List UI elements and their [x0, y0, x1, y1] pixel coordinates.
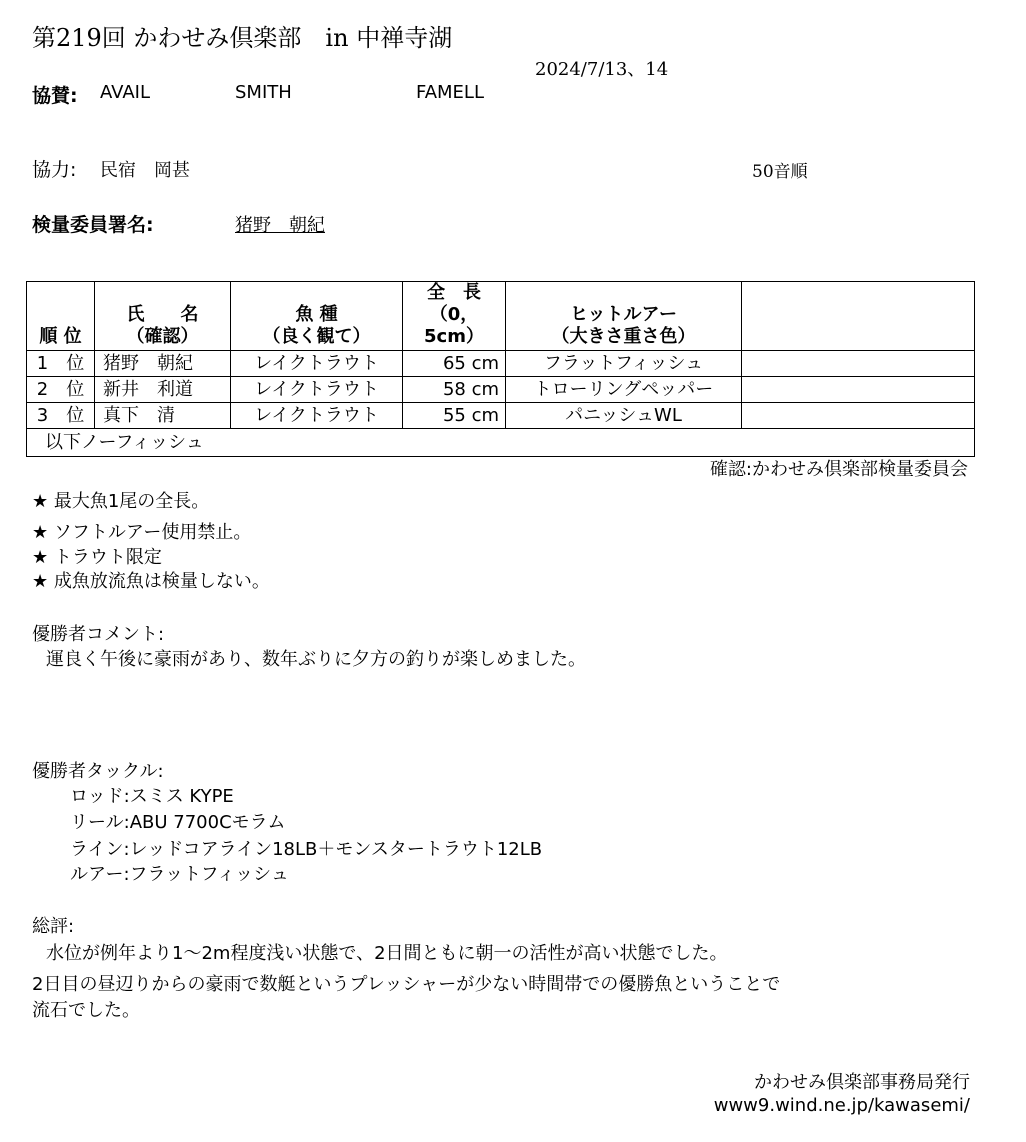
order-note: 50音順 [752, 162, 808, 182]
tackle-lure: ルアー:フラットフィッシュ [70, 864, 289, 885]
sponsor-smith: SMITH [235, 82, 292, 103]
cell-extra [742, 403, 975, 429]
cell-fish: レイクトラウト [231, 403, 403, 429]
header-length [403, 282, 506, 351]
table-header-row [27, 282, 975, 351]
review-line: 水位が例年より1～2m程度浅い状態で、2日間ともに朝一の活性が高い状態でした。 [46, 943, 728, 964]
cell-fish: レイクトラウト [231, 377, 403, 403]
cell-extra [742, 377, 975, 403]
cell-name: 新井 利道 [95, 377, 231, 403]
inspector-label: 検量委員署名: [32, 214, 154, 236]
cell-rank: 3 位 [27, 403, 95, 429]
cell-rank: 1 位 [27, 351, 95, 377]
table-row [27, 403, 975, 429]
cell-name: 真下 清 [95, 403, 231, 429]
cooperation-value: 民宿 岡甚 [100, 160, 190, 181]
cooperation-label: 協力: [32, 159, 77, 181]
winner-comment-text: 運良く午後に豪雨があり、数年ぶりに夕方の釣りが楽しめました。 [46, 649, 586, 670]
cell-name: 猪野 朝紀 [95, 351, 231, 377]
table-footer-row [27, 429, 975, 457]
header-lure-line1: ヒットルアー [570, 304, 677, 325]
tackle-line: ライン:レッドコアライン18LB＋モンスタートラウト12LB [70, 839, 543, 860]
rule-item: ★ 最大魚1尾の全長。 [32, 491, 210, 512]
rule-item: ★ 成魚放流魚は検量しない。 [32, 571, 270, 592]
header-lure-line2: （大きさ重さ色） [551, 326, 696, 347]
cell-length: 55 cm [403, 403, 506, 429]
rule-item: ★ トラウト限定 [32, 547, 162, 568]
header-name-line2: （確認） [126, 326, 199, 347]
header-name [95, 282, 231, 351]
page-title: 第219回 かわせみ倶楽部 in 中禅寺湖 [32, 24, 453, 52]
cell-fish: レイクトラウト [231, 351, 403, 377]
header-rank [27, 282, 95, 351]
tackle-reel: リール:ABU 7700Cモラム [70, 812, 286, 833]
tackle-rod: ロッド:スミス KYPE [70, 786, 234, 807]
header-name-line1: 氏 名 [126, 304, 199, 325]
cell-length: 58 cm [403, 377, 506, 403]
publisher: かわせみ倶楽部事務局発行 [754, 1072, 970, 1093]
review-line: 2日目の昼辺りからの豪雨で数艇というプレッシャーが少ない時間帯での優勝魚ということで [32, 974, 781, 995]
sponsor-famell: FAMELL [416, 82, 484, 103]
sponsor-avail: AVAIL [100, 82, 150, 103]
winner-comment-label: 優勝者コメント: [32, 624, 165, 645]
rule-item: ★ ソフトルアー使用禁止。 [32, 522, 252, 543]
table-row [27, 377, 975, 403]
cell-lure: フラットフィッシュ [506, 351, 742, 377]
cell-rank: 2 位 [27, 377, 95, 403]
confirmation-note: 確認:かわせみ倶楽部検量委員会 [709, 459, 968, 480]
header-fish [231, 282, 403, 351]
event-date: 2024/7/13、14 [535, 59, 669, 80]
results-table [26, 281, 975, 457]
header-rank-label: 順 位 [39, 326, 82, 347]
no-fish-note: 以下ノーフィッシュ [27, 429, 975, 457]
header-lure [506, 282, 742, 351]
header-extra [742, 282, 975, 351]
header-length-line1: 全 長 [427, 282, 481, 303]
winner-tackle-label: 優勝者タックル: [32, 761, 164, 782]
review-line: 流石でした。 [32, 1000, 140, 1021]
cell-extra [742, 351, 975, 377]
header-fish-line1: 魚 種 [295, 304, 338, 325]
sponsor-label: 協賛: [32, 85, 78, 107]
header-length-line2: （0，5cm） [424, 304, 484, 347]
inspector-signature: 猪野 朝紀 [235, 215, 325, 236]
website-url: www9.wind.ne.jp/kawasemi/ [713, 1095, 970, 1116]
table-row [27, 351, 975, 377]
cell-lure: トローリングペッパー [506, 377, 742, 403]
review-label: 総評: [32, 916, 75, 937]
header-fish-line2: （良く観て） [262, 326, 371, 347]
cell-lure: パニッシュWL [506, 403, 742, 429]
cell-length: 65 cm [403, 351, 506, 377]
